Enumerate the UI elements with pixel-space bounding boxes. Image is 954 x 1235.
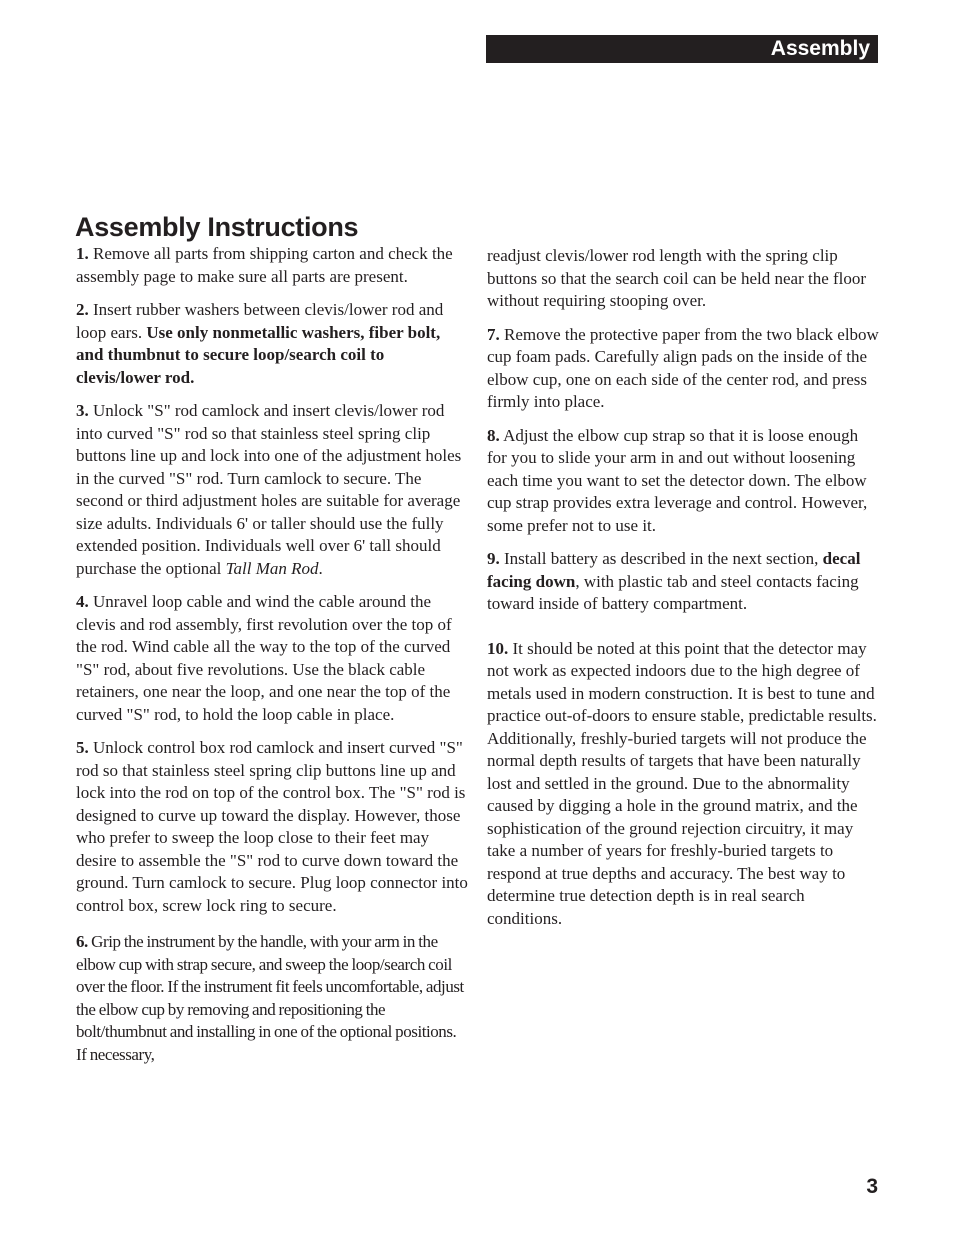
step-text-end: .: [318, 558, 323, 578]
step-text: Remove all parts from shipping carton and check the assembly page to make sure all parts are present.: [76, 244, 453, 286]
step-number: 8.: [487, 425, 500, 445]
page-number: 3: [866, 1175, 878, 1198]
step-text: It should be noted at this point that the detector may not work as expected indoors due to the high degree of metals used in modern construction. It is best to tune and practice out-of-doors to ensure stable, predictable results. Additionally, freshly-buried targets will not produce the normal depth results of targets that have been naturally lost and settled in the ground. Due to the abnormality caused by digging a hole in the ground matrix, and the sophistication of the ground rejection circuitry, it may take a number of years for freshly-buried targets to respond at true depths and accuracy. The best way to determine true detection depth is in real search conditions.: [487, 638, 877, 928]
step-text: Unlock control box rod camlock and insert curved "S" rod so that stainless steel spring clip buttons line up and lock into the rod on top of the control box. The "S" rod is designed to curve up toward the display. However, those who prefer to sweep the loop close to their feet may desire to assemble the "S" rod to curve down toward the ground. Turn camlock to secure. Plug loop connector into control box, screw lock ring to secure.: [76, 738, 468, 915]
step-number: 2.: [76, 300, 89, 319]
step-number: 1.: [76, 244, 89, 263]
step-10: [487, 638, 879, 931]
step-number: 3.: [76, 401, 89, 420]
step-2: [76, 299, 468, 389]
step-text: Unravel loop cable and wind the cable around the clevis and rod assembly, first revolution over the top of the rod. Wind cable all the way to the top of the curved "S" rod, about five revolutions. Use the black cable retainers, one near the loop, and one near the top of the curved "S" rod, to hold the loop cable in place.: [76, 592, 452, 724]
step-text: Grip the instrument by the handle, with your arm in the elbow cup with strap secure, and sweep the loop/search coil over the floor. If the instrument fit feels uncomfortable, adjust the elbow cup by removing and repositioning the bolt/thumbnut and installing in one of the optional positions. If necessary,: [76, 932, 464, 1064]
step-text: Remove the protective paper from the two black elbow cup foam pads. Carefully align pads on the inside of the elbow cup, one on each side of the center rod, and press firmly into place.: [487, 324, 879, 411]
step-6-continued: readjust clevis/lower rod length with the spring clip buttons so that the search coil can be held near the floor without requiring stooping over.: [487, 246, 867, 310]
step-italic-text: Tall Man Rod: [225, 558, 319, 578]
step-number: 4.: [76, 592, 89, 611]
left-column: [76, 243, 468, 1066]
step-6: [76, 931, 468, 1066]
step-number: 5.: [76, 738, 89, 757]
section-label: Assembly: [770, 37, 870, 60]
step-1: [76, 243, 468, 288]
step-number: 7.: [487, 324, 500, 344]
step-number: 6.: [76, 932, 88, 951]
step-number: 9.: [487, 549, 500, 568]
step-5: [76, 737, 468, 917]
step-text: Unlock "S" rod camlock and insert clevis/lower rod into curved "S" rod so that stainless steel spring clip buttons line up and lock into one of the adjustment holes in the curved "S" rod. Turn camlock to secure. The second or third adjustment holes are suitable for average size adults. Individuals 6' or taller should use the fully extended position. Individuals well over 6' tall should purchase the optional: [76, 401, 462, 578]
step-text: Insert rubber washers between clevis/lower rod and loop ears.: [76, 300, 444, 342]
step-text: Adjust the elbow cup strap so that it is loose enough for you to slide your arm in and out without loosening each time you want to set the detector down. The elbow cup strap provides extra leverage and control. However, some prefer not to use it.: [487, 425, 868, 535]
step-bold-text: Use only nonmetallic washers, fiber bolt, and thumbnut to secure loop/search coil to clevis/lower rod.: [76, 322, 441, 387]
right-column: [487, 245, 879, 930]
step-text: Install battery as described in the next section,: [504, 549, 819, 568]
step-bold-text: decal facing down: [487, 549, 861, 591]
step-7: [487, 324, 879, 414]
step-text-end: , with plastic tab and steel contacts facing toward inside of battery compartment.: [487, 571, 859, 613]
page-title: Assembly Instructions: [75, 212, 359, 242]
step-8: [487, 425, 879, 538]
step-number: 10.: [487, 638, 509, 658]
step-4: [76, 591, 468, 726]
step-9: [487, 548, 879, 616]
section-header-bar: [486, 35, 878, 63]
step-3: [76, 400, 468, 580]
